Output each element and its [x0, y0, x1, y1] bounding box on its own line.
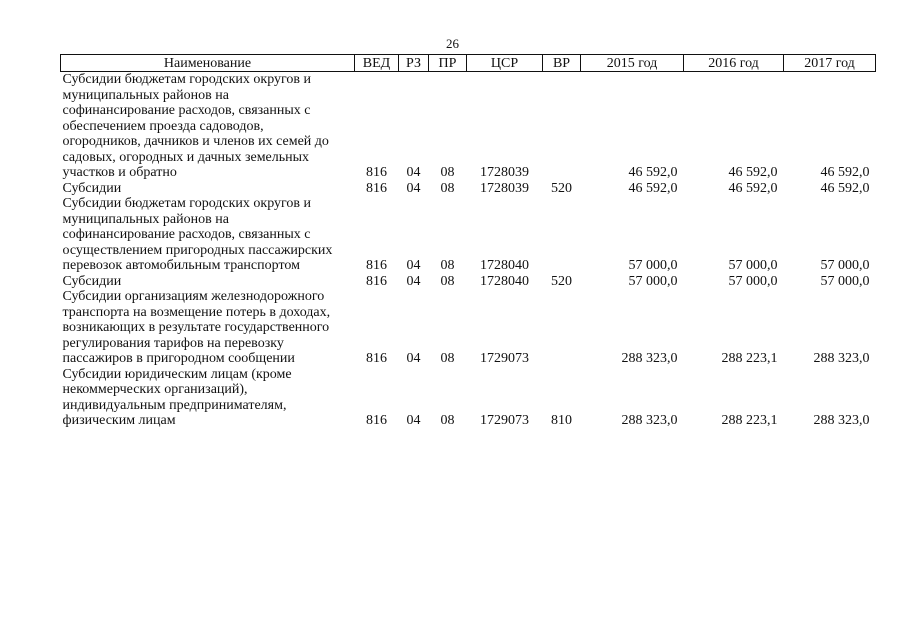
row-csr: 1728039 [480, 180, 529, 196]
row-vr: 520 [551, 273, 572, 289]
row-2016-value: 57 000,0 [728, 258, 778, 273]
row-2016-value: 46 592,0 [728, 165, 778, 180]
row-2015-value: 57 000,0 [628, 258, 678, 273]
table-row [61, 72, 876, 181]
column-header-2016: 2016 год [684, 55, 784, 72]
row-2017-value: 46 592,0 [820, 165, 870, 180]
row-2015-value: 288 323,0 [621, 351, 678, 366]
table-header-row [61, 55, 876, 72]
row-ved: 816 [366, 351, 387, 366]
row-vr [543, 289, 581, 367]
row-pr: 08 [440, 273, 455, 289]
row-2015-value: 288 323,0 [621, 413, 678, 428]
column-header-ved: ВЕД [355, 55, 399, 72]
row-vr: 810 [551, 413, 572, 428]
row-pr: 08 [440, 258, 455, 273]
row-ved: 816 [366, 413, 387, 428]
row-2017-value: 46 592,0 [820, 180, 870, 196]
row-ved: 816 [366, 180, 387, 196]
row-2015-value: 57 000,0 [628, 273, 678, 289]
row-pr: 08 [440, 180, 455, 196]
table-row [61, 181, 876, 197]
row-csr: 1728040 [480, 258, 529, 273]
row-2017-value: 57 000,0 [820, 258, 870, 273]
row-pr: 08 [440, 165, 455, 180]
row-rz: 04 [406, 165, 421, 180]
row-csr: 1728039 [480, 165, 529, 180]
table-row [61, 289, 876, 367]
row-2015-value: 46 592,0 [628, 165, 678, 180]
column-header-csr: ЦСР [467, 55, 543, 72]
row-csr: 1728040 [480, 273, 529, 289]
column-header-vr: ВР [543, 55, 581, 72]
table-row [61, 367, 876, 429]
column-header-2017: 2017 год [784, 55, 876, 72]
row-name: Субсидии бюджетам городских округов и муниципальных районов на софинансирование расходов, связанных с обеспечением проезда садоводов, огородников, дачников и членов их семей до садовых, огородных и дачных земельных участков и обратно [62, 72, 329, 180]
row-rz: 04 [406, 351, 421, 366]
row-2017-value: 57 000,0 [820, 273, 870, 289]
table-row [61, 196, 876, 274]
column-header-name: Наименование [61, 55, 355, 72]
row-rz: 04 [406, 180, 421, 196]
row-pr: 08 [440, 413, 455, 428]
row-name: Субсидии организациям железнодорожного транспорта на возмещение потерь в доходах, возникающих в результате государственного регулирования тарифов на перевозку пассажиров в пригородном сообщении [62, 289, 331, 366]
row-2016-value: 288 223,1 [721, 351, 778, 366]
row-csr: 1729073 [480, 413, 529, 428]
row-vr [543, 196, 581, 274]
row-rz: 04 [406, 413, 421, 428]
page-number: 26 [446, 36, 459, 51]
column-header-rz: РЗ [399, 55, 429, 72]
row-ved: 816 [366, 273, 387, 289]
row-csr: 1729073 [480, 351, 529, 366]
row-name: Субсидии бюджетам городских округов и муниципальных районов на софинансирование расходов, связанных с осуществлением пригородных пассажирских перевозок автомобильным транспортом [62, 196, 333, 273]
table-row [61, 274, 876, 290]
row-ved: 816 [366, 165, 387, 180]
row-rz: 04 [406, 273, 421, 289]
row-name: Субсидии [62, 180, 122, 196]
budget-table [60, 54, 876, 429]
row-rz: 04 [406, 258, 421, 273]
row-2017-value: 288 323,0 [813, 413, 870, 428]
column-header-pr: ПР [429, 55, 467, 72]
row-name: Субсидии [62, 273, 122, 289]
row-pr: 08 [440, 351, 455, 366]
row-vr [543, 72, 581, 181]
row-2015-value: 46 592,0 [628, 180, 678, 196]
row-vr: 520 [551, 180, 572, 196]
row-ved: 816 [366, 258, 387, 273]
column-header-2015: 2015 год [581, 55, 684, 72]
row-2016-value: 57 000,0 [728, 273, 778, 289]
row-name: Субсидии юридическим лицам (кроме некоммерческих организаций), индивидуальным предпринимателям, физическим лицам [62, 366, 292, 428]
row-2016-value: 288 223,1 [721, 413, 778, 428]
row-2017-value: 288 323,0 [813, 351, 870, 366]
row-2016-value: 46 592,0 [728, 180, 778, 196]
